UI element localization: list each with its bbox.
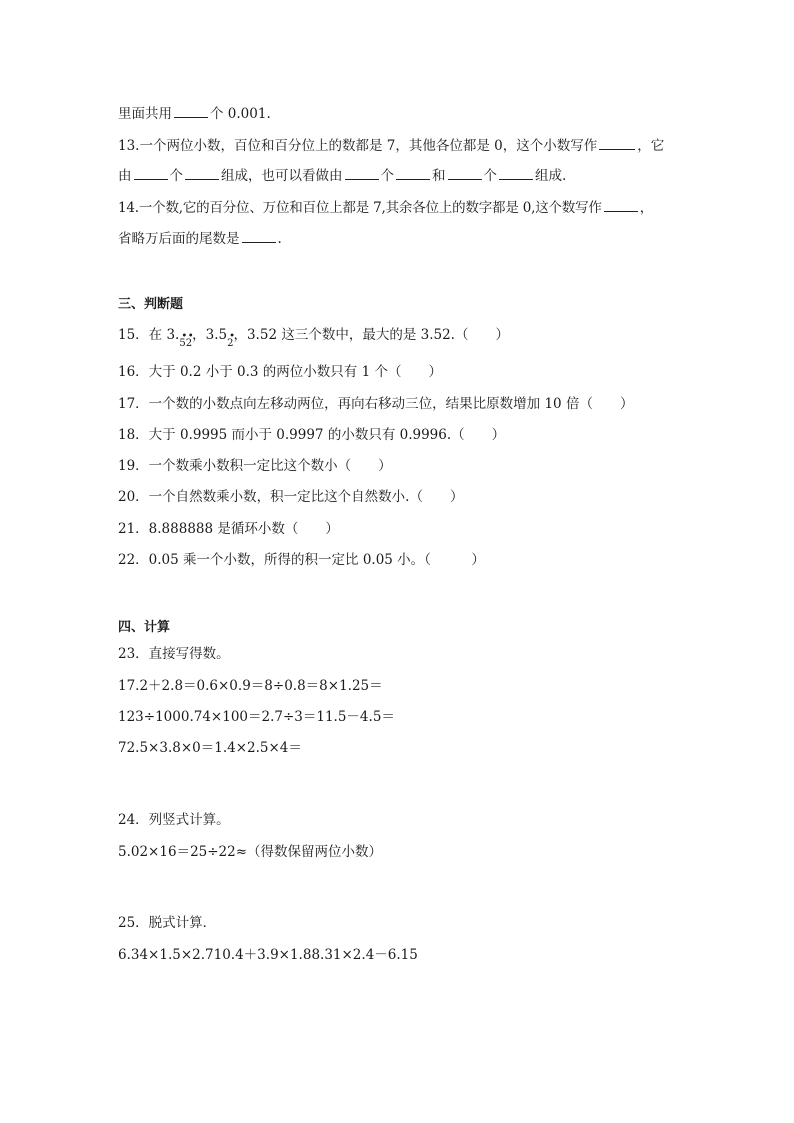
expression: 2.7÷3＝ xyxy=(261,709,317,725)
question-14-cont xyxy=(118,229,282,248)
text: 和 xyxy=(432,168,446,184)
expression: 0.6×0.9＝ xyxy=(196,678,265,694)
question-22: 22．0.05 乘一个小数，所得的积一定比 0.05 小。（ ） xyxy=(118,552,485,568)
text: 个 0.001. xyxy=(210,106,271,122)
text: 15．在 3. xyxy=(118,327,180,343)
expression: 10.4＋3.9×1.8 xyxy=(213,947,312,963)
question-19: 19．一个数乘小数积一定比这个数小（ ） xyxy=(118,458,392,474)
text: ，3.52 这三个数中，最大的是 3.52.（ ） xyxy=(233,327,509,343)
text: 由 xyxy=(118,168,132,184)
calc-row-3 xyxy=(118,739,302,757)
text: 组成，也可以看做由 xyxy=(221,168,343,184)
text: 里面共用 xyxy=(118,106,172,122)
answer-blank[interactable] xyxy=(185,166,219,180)
text: 13.一个两位小数，百位和百分位上的数都是 7，其他各位都是 0，这个小数写作 xyxy=(118,138,598,154)
calc-row-1 xyxy=(118,677,383,695)
section-title-calculation: 四、计算 xyxy=(118,620,171,635)
expression: 6.34×1.5×2.7 xyxy=(118,947,214,963)
question-24: 24．列竖式计算。 xyxy=(118,812,230,828)
calc-row-4 xyxy=(118,843,382,861)
question-16: 16．大于 0.2 小于 0.3 的两位小数只有 1 个（ ） xyxy=(118,364,442,380)
calc-row-2 xyxy=(118,708,395,726)
text: 省略万后面的尾数是 xyxy=(118,231,240,247)
expression: 8÷0.8＝ xyxy=(264,678,320,694)
expression: 1.4×2.5×4＝ xyxy=(214,740,302,756)
expression: 11.5－4.5＝ xyxy=(316,709,395,725)
question-23: 23．直接写得数。 xyxy=(118,646,230,662)
answer-blank[interactable] xyxy=(134,166,168,180)
text: 5 xyxy=(179,338,186,349)
question-20: 20．一个自然数乘小数，积一定比这个自然数小.（ ） xyxy=(118,489,464,505)
answer-blank[interactable] xyxy=(242,229,276,243)
expression: 5.02×16＝ xyxy=(118,844,191,860)
expression: 0.74×100＝ xyxy=(180,709,262,725)
text: 个 xyxy=(483,168,497,184)
text: ， xyxy=(639,200,654,216)
text: 2 xyxy=(227,338,234,349)
recurring-dot: • xyxy=(187,331,194,342)
recurring-digit xyxy=(227,326,235,349)
text: ，它 xyxy=(637,138,665,154)
text: ，3.5 xyxy=(192,327,228,343)
text: . xyxy=(277,231,282,247)
answer-blank[interactable] xyxy=(499,166,533,180)
question-13 xyxy=(118,136,664,155)
answer-blank[interactable] xyxy=(448,166,482,180)
text: 14.一个数,它的百分位、万位和百位上都是 7,其余各位上的数字都是 0,这个数写作 xyxy=(118,200,602,216)
question-21: 21．8.888888 是循环小数（ ） xyxy=(118,521,339,537)
section-title-judgment: 三、判断题 xyxy=(118,297,184,312)
expression: 8.31×2.4－6.15 xyxy=(311,947,418,963)
expression: 8×1.25＝ xyxy=(319,678,383,694)
question-13-cont xyxy=(118,166,566,185)
question-17: 17．一个数的小数点向左移动两位，再向右移动三位，结果比原数增加 10 倍（ ） xyxy=(118,396,634,412)
recurring-dot: • xyxy=(181,331,188,342)
answer-blank[interactable] xyxy=(599,136,635,150)
line-q12-end xyxy=(118,104,271,123)
question-25: 25．脱式计算． xyxy=(118,915,217,931)
expression: 123÷100 xyxy=(118,709,181,725)
text: 个 xyxy=(380,168,394,184)
answer-blank[interactable] xyxy=(396,166,430,180)
answer-blank[interactable] xyxy=(345,166,379,180)
calc-row-5 xyxy=(118,946,418,964)
text: 个 xyxy=(169,168,183,184)
question-18: 18．大于 0.9995 而小于 0.9997 的小数只有 0.9996.（ ） xyxy=(118,427,506,443)
answer-blank[interactable] xyxy=(174,104,208,118)
expression: 25÷22≈（得数保留两位小数） xyxy=(190,844,383,860)
question-14 xyxy=(118,198,653,217)
answer-blank[interactable] xyxy=(604,198,638,212)
question-15 xyxy=(118,326,509,349)
recurring-dot: • xyxy=(229,331,235,342)
expression: 17.2＋2.8＝ xyxy=(118,678,197,694)
text: 2 xyxy=(185,338,193,349)
text: 组成. xyxy=(535,168,567,184)
expression: 72.5×3.8×0＝ xyxy=(118,740,215,756)
recurring-digits xyxy=(179,326,194,349)
